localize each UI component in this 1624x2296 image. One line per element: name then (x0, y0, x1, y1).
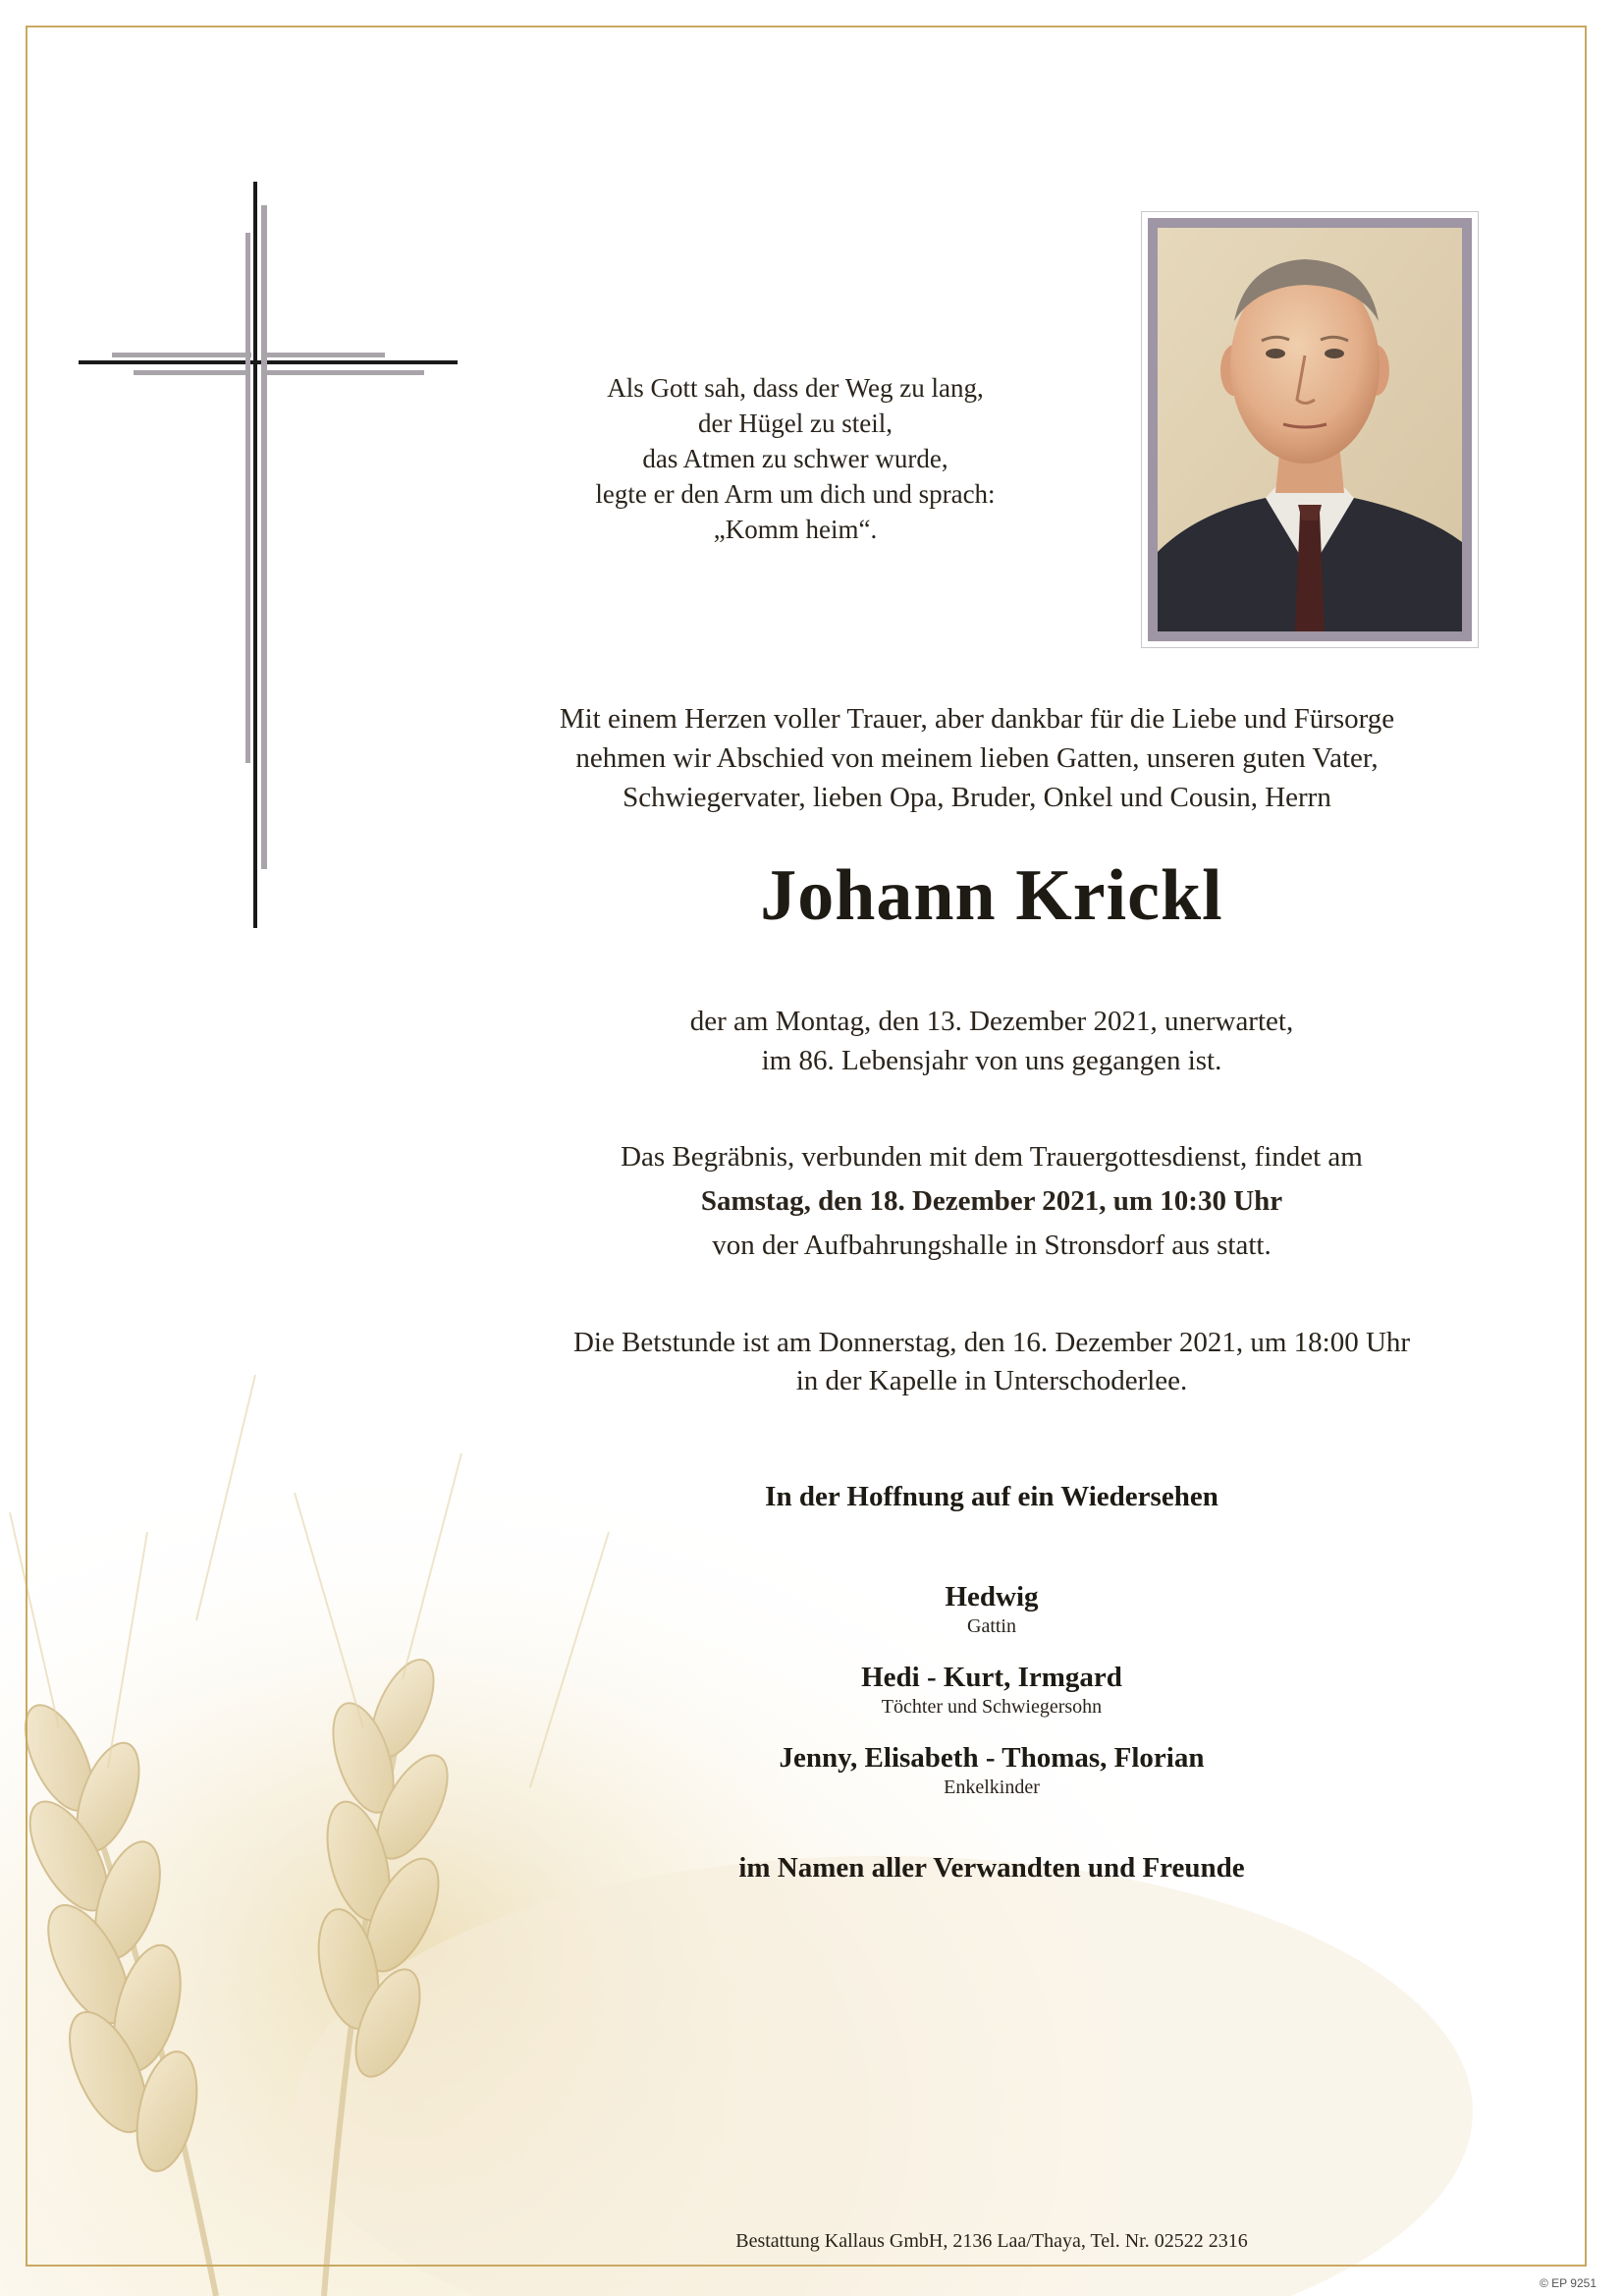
death-line: im 86. Lebensjahr von uns gegangen ist. (761, 1045, 1222, 1076)
mourner-name: Hedi - Kurt, Irmgard (861, 1662, 1122, 1693)
poem-line: Als Gott sah, dass der Weg zu lang, (607, 373, 984, 403)
deceased-name: Johann Krickl (760, 855, 1223, 936)
mourner-name: Hedwig (945, 1581, 1039, 1613)
mourner-entry (491, 1660, 1492, 1719)
prayer-line: Die Betstunde ist am Donnerstag, den 16. Dezember 2021, um 18:00 Uhr (572, 1327, 1411, 1358)
mourner-name: Jenny, Elisabeth - Thomas, Florian (779, 1742, 1205, 1774)
intro-line: nehmen wir Abschied von meinem lieben Gatten, unseren guten Vater, (575, 742, 1379, 774)
template-code: © EP 9251 (1540, 2276, 1597, 2290)
intro-line: Schwiegervater, lieben Opa, Bruder, Onkel und Cousin, Herrn (623, 782, 1331, 813)
poem-line: der Hügel zu steil, (698, 409, 893, 438)
poem-line: legte er den Arm um dich und sprach: (595, 479, 996, 509)
poem-line: das Atmen zu schwer wurde, (642, 444, 948, 473)
death-info (491, 1002, 1492, 1080)
prayer-info (442, 1324, 1542, 1400)
closing-line: im Namen aller Verwandten und Freunde (738, 1852, 1245, 1884)
mourner-role: Töchter und Schwiegersohn (881, 1696, 1103, 1718)
funeral-date: Samstag, den 18. Dezember 2021, um 10:30 Uhr (700, 1185, 1283, 1217)
funeral-line: Das Begräbnis, verbunden mit dem Trauergottesdienst, findet am (621, 1141, 1363, 1173)
funeral-info (442, 1135, 1542, 1268)
portrait-frame (1141, 211, 1479, 648)
poem (511, 370, 1080, 547)
intro-text (442, 699, 1512, 817)
mourner-entry (491, 1579, 1492, 1638)
death-line: der am Montag, den 13. Dezember 2021, unerwartet, (689, 1006, 1294, 1037)
mourners-list (491, 1579, 1492, 1821)
mourner-role: Enkelkinder (944, 1777, 1040, 1798)
poem-line: „Komm heim“. (713, 515, 878, 544)
mourner-entry (491, 1740, 1492, 1799)
hope-line: In der Hoffnung auf ein Wiedersehen (765, 1481, 1218, 1512)
funeral-home-footer: Bestattung Kallaus GmbH, 2136 Laa/Thaya, Tel. Nr. 02522 2316 (735, 2230, 1248, 2252)
intro-line: Mit einem Herzen voller Trauer, aber dankbar für die Liebe und Fürsorge (559, 703, 1395, 735)
funeral-location: von der Aufbahrungshalle in Stronsdorf aus statt. (712, 1230, 1272, 1261)
cross-icon (79, 182, 471, 948)
prayer-line: in der Kapelle in Unterschoderlee. (795, 1365, 1188, 1396)
portrait-photo (1158, 228, 1462, 631)
portrait-mat (1148, 218, 1472, 641)
mourner-role: Gattin (967, 1615, 1016, 1637)
